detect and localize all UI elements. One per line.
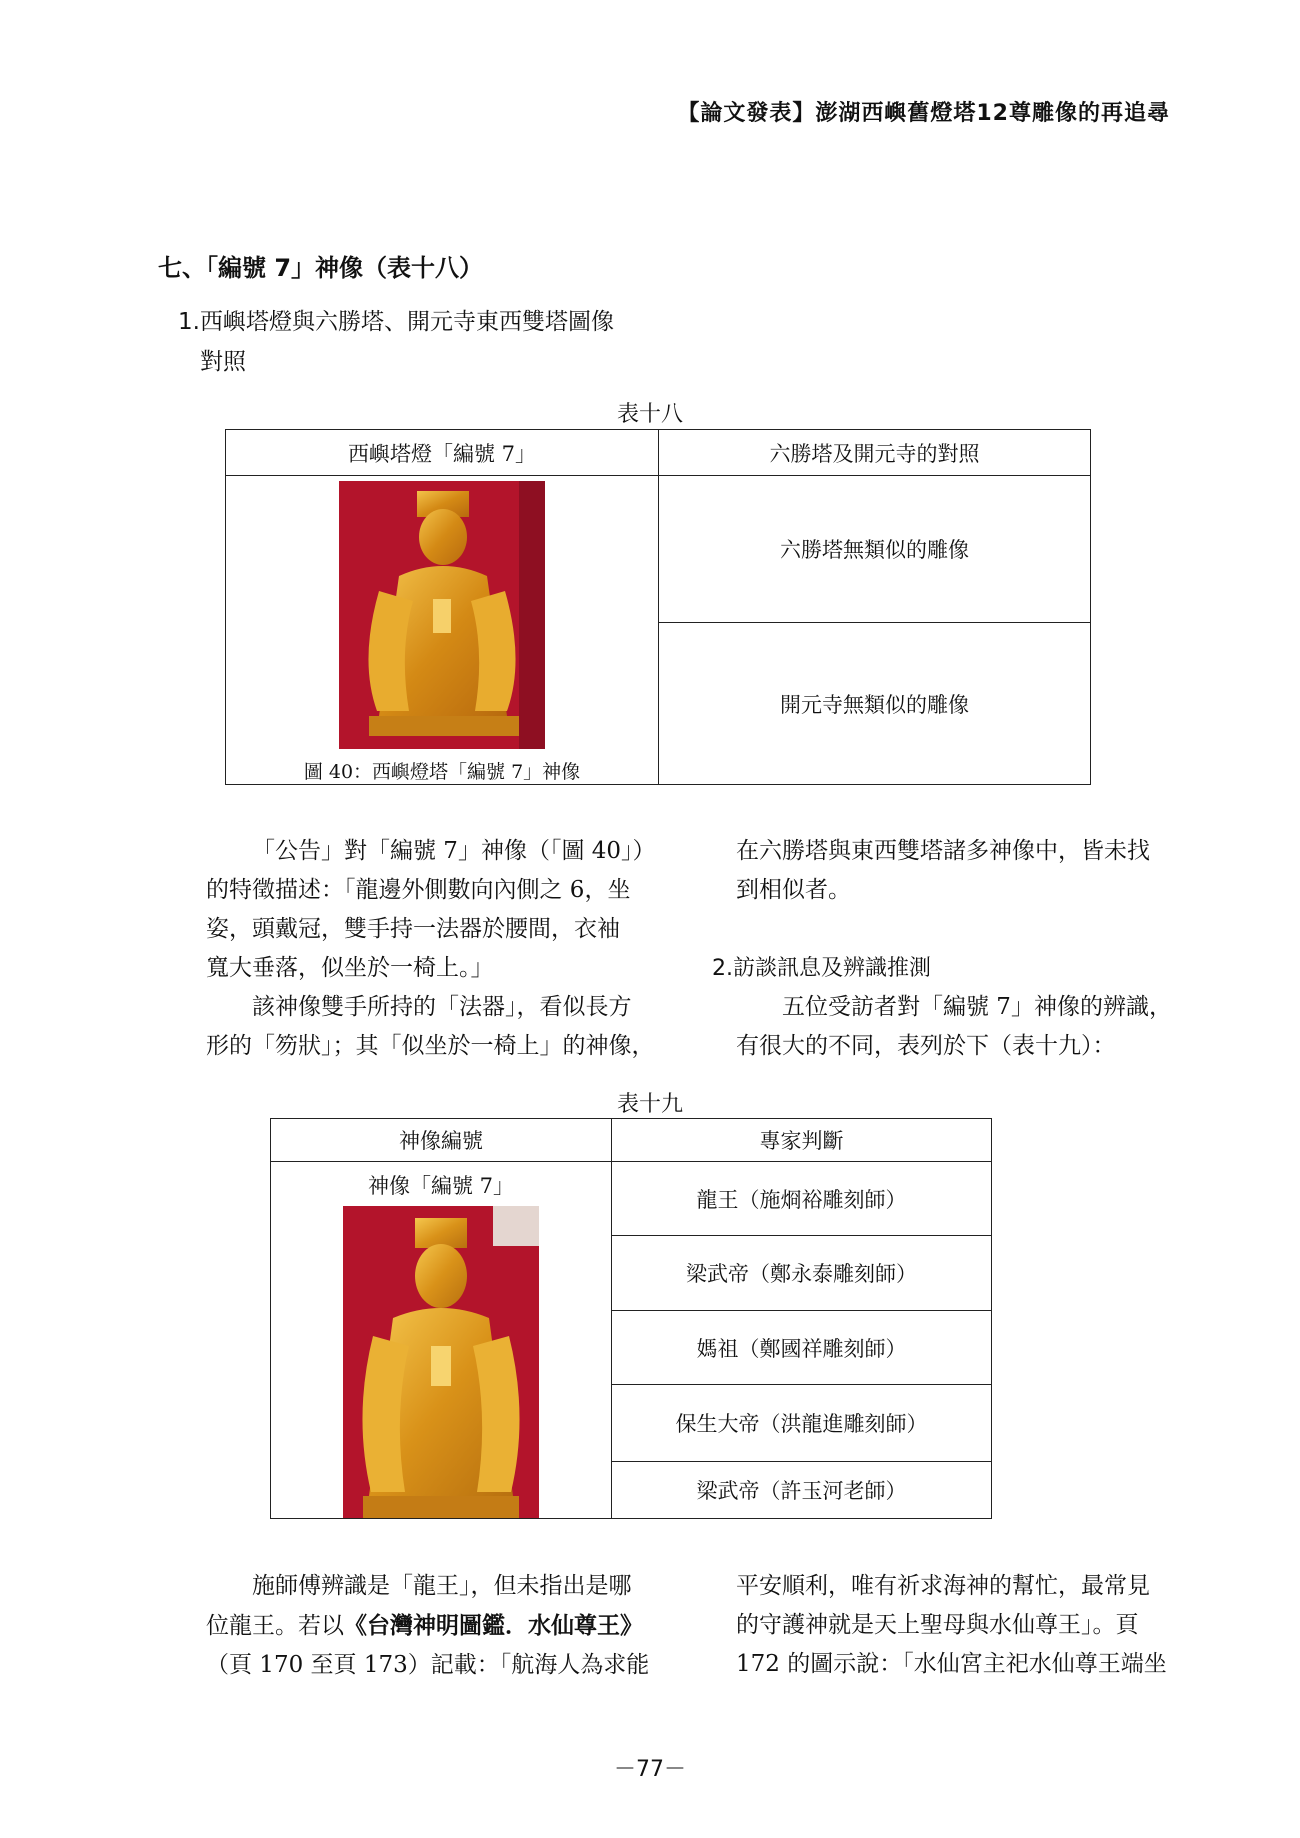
body1-left-line6: 形的「笏狀」；其「似坐於一椅上」的神像， xyxy=(206,1033,655,1059)
body1-left-line4: 寬大垂落，似坐於一椅上。」 xyxy=(206,955,494,981)
table19-header-col2: 專家判斷 xyxy=(612,1119,992,1162)
body2-right-line1: 平安順利，唯有祈求海神的幫忙，最常見 xyxy=(736,1573,1150,1599)
body2-right-line3: 172 的圖示說：「水仙宮主祀水仙尊王端坐 xyxy=(736,1651,1167,1677)
subsection-heading xyxy=(178,302,658,382)
table19-row3: 媽祖（鄭國祥雕刻師） xyxy=(612,1310,992,1384)
body1-right-line5: 有很大的不同，表列於下（表十九）： xyxy=(736,1033,1116,1059)
table18 xyxy=(225,429,1091,785)
table18-row2: 開元寺無類似的雕像 xyxy=(659,623,1091,785)
body2-left-line1: 施師傅辨識是「龍王」，但未指出是哪 xyxy=(252,1573,632,1599)
running-header: 【論文發表】澎湖西嶼舊燈塔12尊雕像的再追尋 xyxy=(677,101,1170,126)
subsection-heading-line1: 1.西嶼塔燈與六勝塔、開元寺東西雙塔圖像 xyxy=(178,309,614,335)
table18-row1: 六勝塔無類似的雕像 xyxy=(659,476,1091,623)
table19-header-col1: 神像編號 xyxy=(271,1119,612,1162)
body2-left-line2 xyxy=(206,1606,666,1646)
table19-caption: 表十九 xyxy=(616,1092,683,1117)
body1-left-line1: 「公告」對「編號 7」神像（「圖 40」） xyxy=(252,838,656,864)
page-number: －77－ xyxy=(614,1757,686,1782)
body1-left-line3: 姿，頭戴冠，雙手持一法器於腰間，衣袖 xyxy=(206,916,620,942)
body2-right-line2: 的守護神就是天上聖母與水仙尊王」。頁 xyxy=(736,1612,1139,1638)
table19-row2: 梁武帝（鄭永泰雕刻師） xyxy=(612,1236,992,1310)
book-title: 《台灣神明圖鑑．水仙尊王》 xyxy=(344,1612,643,1639)
table19-row4: 保生大帝（洪龍進雕刻師） xyxy=(612,1385,992,1461)
subsection-heading-line2: 對照 xyxy=(200,349,246,375)
body2-left-line2-text: 位龍王。若以 xyxy=(206,1613,344,1639)
body1-left-line5: 該神像雙手所持的「法器」，看似長方 xyxy=(252,994,632,1020)
table19-image-cell xyxy=(271,1162,612,1519)
gilded-deity-statue-image-2 xyxy=(343,1206,539,1518)
table18-header-col2: 六勝塔及開元寺的對照 xyxy=(659,430,1091,476)
statue-photo-table19 xyxy=(343,1206,539,1518)
table18-caption: 表十八 xyxy=(616,402,683,427)
fig40-caption: 圖 40：西嶼燈塔「編號 7」神像 xyxy=(303,761,581,783)
table19-row5: 梁武帝（許玉河老師） xyxy=(612,1461,992,1518)
body2-left-line3: （頁 170 至頁 173）記載：「航海人為求能 xyxy=(206,1652,650,1678)
body1-right-line4: 五位受訪者對「編號 7」神像的辨識， xyxy=(782,994,1172,1020)
gilded-deity-statue-image xyxy=(339,481,545,749)
table18-image-cell xyxy=(226,476,659,785)
body2-left-column xyxy=(206,1567,666,1685)
statue-photo-fig40 xyxy=(339,481,545,749)
body1-right-column xyxy=(712,832,1176,1066)
body1-left-column xyxy=(206,832,656,1066)
table19-row1: 龍王（施烱裕雕刻師） xyxy=(612,1162,992,1236)
section-heading: 七、「編號 7」神像（表十八） xyxy=(158,254,484,282)
body2-right-column xyxy=(736,1567,1176,1684)
body1-right-line2: 到相似者。 xyxy=(736,877,851,903)
table19 xyxy=(270,1118,992,1519)
body1-left-line2: 的特徵描述：「龍邊外側數向內側之 6，坐 xyxy=(206,877,631,903)
subsection2-heading: 2.訪談訊息及辨識推測 xyxy=(712,956,931,981)
body1-right-line1: 在六勝塔與東西雙塔諸多神像中，皆未找 xyxy=(736,838,1150,864)
table18-header-col1: 西嶼塔燈「編號 7」 xyxy=(226,430,659,476)
table19-image-label: 神像「編號 7」 xyxy=(367,1174,515,1198)
